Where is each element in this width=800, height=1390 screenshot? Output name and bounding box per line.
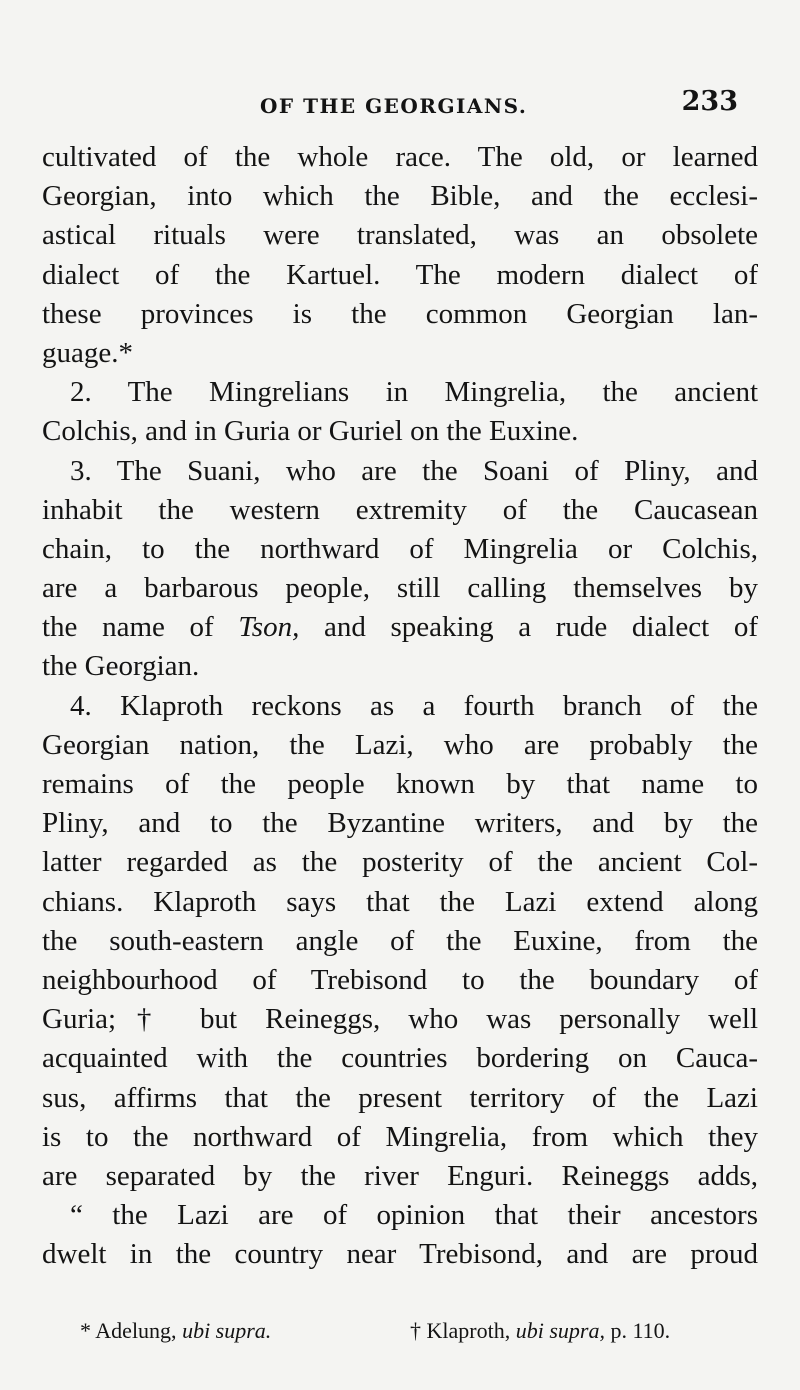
text-line: “ the Lazi are of opinion that their ancestors bbox=[70, 1199, 758, 1232]
text-line: inhabit the western extremity of the Caucasean bbox=[42, 493, 758, 526]
text-line: is to the northward of Mingrelia, from which they bbox=[42, 1120, 758, 1153]
text-line bbox=[42, 608, 758, 647]
text-line: are a barbarous people, still calling themselves by bbox=[42, 572, 758, 605]
text-line: Guria;† but Reineggs, who was personally well bbox=[42, 1003, 758, 1036]
footnote-italic: ubi supra, bbox=[515, 1318, 605, 1343]
text-line: guage.* bbox=[42, 336, 133, 369]
page-header bbox=[0, 86, 800, 126]
footnote-text: p. 110. bbox=[604, 1318, 671, 1343]
text-line: astical rituals were translated, was an obsolete bbox=[42, 219, 758, 252]
body-text bbox=[42, 138, 758, 1274]
text-line: Georgian nation, the Lazi, who are probably the bbox=[42, 728, 758, 761]
text-line: 3. The Suani, who are the Soani of Pliny, and bbox=[70, 454, 758, 487]
text-line: dialect of the Kartuel. The modern dialect of bbox=[42, 258, 758, 291]
text-line: chain, to the northward of Mingrelia or Colchis, bbox=[42, 532, 758, 565]
text-line: dwelt in the country near Trebisond, and are proud bbox=[42, 1238, 758, 1271]
text-line: neighbourhood of Trebisond to the boundary of bbox=[42, 963, 758, 996]
text-fragment: the name of bbox=[42, 611, 239, 644]
text-line: latter regarded as the posterity of the ancient Col- bbox=[42, 846, 758, 879]
text-line: chians. Klaproth says that the Lazi extend along bbox=[42, 885, 758, 918]
footnote-text: * Adelung, bbox=[80, 1318, 183, 1343]
running-head: OF THE GEORGIANS. bbox=[260, 94, 528, 118]
text-line: Georgian, into which the Bible, and the ecclesi- bbox=[42, 180, 758, 213]
text-line: remains of the people known by that name to bbox=[42, 768, 758, 800]
text-line: the south-eastern angle of the Euxine, from the bbox=[42, 924, 758, 957]
text-line: Pliny, and to the Byzantine writers, and by the bbox=[42, 807, 758, 840]
text-line: 2. The Mingrelians in Mingrelia, the ancient bbox=[70, 376, 758, 409]
text-fragment: and speaking a rude dialect of bbox=[299, 611, 758, 644]
footnote-text: † Klaproth, bbox=[410, 1318, 516, 1343]
text-line: cultivated of the whole race. The old, or learned bbox=[42, 141, 758, 173]
footnote-adelung bbox=[80, 1318, 271, 1344]
page-number: 233 bbox=[681, 86, 738, 117]
text-line: sus, affirms that the present territory of the Lazi bbox=[42, 1081, 758, 1114]
text-line: these provinces is the common Georgian lan- bbox=[42, 297, 758, 330]
text-line: the Georgian. bbox=[42, 650, 200, 683]
italic-name-tson: Tson, bbox=[238, 611, 300, 644]
footnote-klaproth bbox=[410, 1318, 670, 1344]
text-line: are separated by the river Enguri. Reineggs adds, bbox=[42, 1159, 758, 1192]
text-line: 4. Klaproth reckons as a fourth branch of the bbox=[70, 689, 758, 722]
text-line: acquainted with the countries bordering on Cauca- bbox=[42, 1042, 758, 1075]
text-line: Colchis, and in Guria or Guriel on the Euxine. bbox=[42, 415, 579, 448]
footnote-italic: ubi supra. bbox=[182, 1318, 272, 1343]
